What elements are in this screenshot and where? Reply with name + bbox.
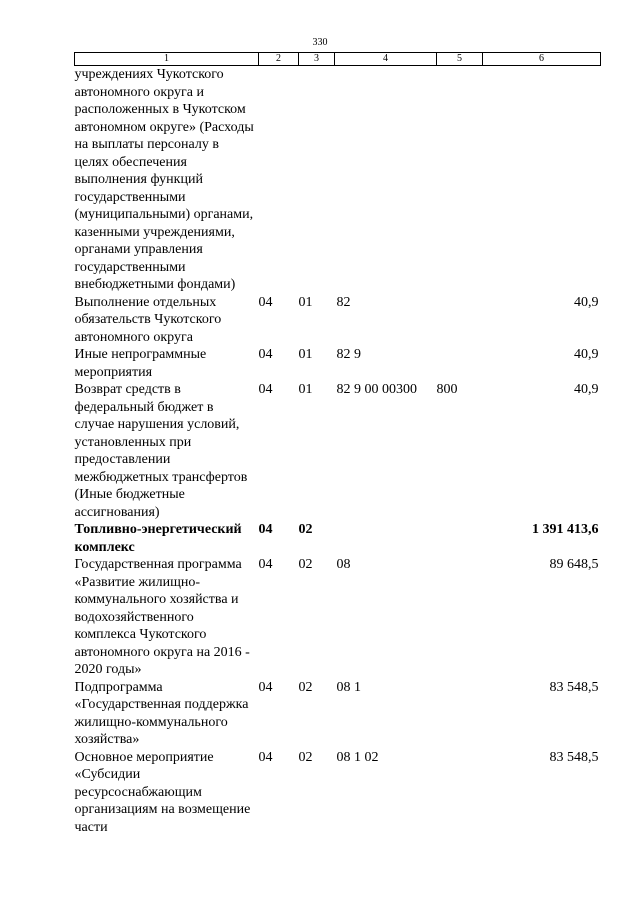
row-expense-type — [437, 556, 483, 679]
row-name: Выполнение отдельных обязательств Чукотского автономного округа — [74, 294, 222, 345]
row-section: 04 — [258, 749, 273, 765]
table-header — [75, 53, 601, 66]
row-amount: 83 548,5 — [549, 749, 599, 765]
table-row — [75, 749, 601, 837]
row-subsection: 01 — [298, 382, 313, 397]
page-number: 330 — [312, 37, 328, 48]
row-section: 04 — [258, 382, 273, 397]
row-section: 04 — [258, 347, 273, 362]
row-expense-type — [437, 521, 483, 556]
budget-table — [74, 52, 601, 836]
table-body — [75, 66, 601, 837]
row-subsection — [299, 66, 335, 294]
row-expense-type — [437, 346, 483, 381]
row-expense-type: 800 — [436, 382, 458, 397]
row-expense-type — [437, 294, 483, 347]
row-target-article: 82 9 — [336, 347, 361, 362]
header-row — [75, 53, 601, 66]
table-row — [75, 66, 601, 294]
row-amount — [483, 66, 601, 294]
row-amount: 89 648,5 — [549, 557, 599, 572]
table-row — [75, 381, 601, 521]
row-amount: 83 548,5 — [549, 679, 599, 695]
header-col-5: 5 — [437, 53, 483, 66]
row-section: 04 — [258, 557, 273, 572]
table-row-section-total — [75, 521, 601, 556]
row-name: учреждениях Чукотского автономного округа и расположенных в Чукотском автономном округе» (Расходы на выплаты персоналу в целях обеспечения выполнения функций государственными (муниципальными) органами, казенными учреждениями, органами управления государственными внебюджетными фондами) — [74, 67, 254, 292]
row-subsection: 02 — [298, 679, 313, 695]
header-col-3: 3 — [299, 53, 335, 66]
row-target-article: 08 1 — [336, 679, 361, 695]
row-target-article: 08 — [336, 557, 351, 572]
row-name: Иные непрограммные мероприятия — [74, 347, 207, 380]
row-expense-type — [437, 749, 483, 837]
row-target-article: 08 1 02 — [336, 749, 379, 765]
row-subsection: 01 — [298, 294, 313, 310]
row-section: 04 — [258, 679, 273, 695]
table-row — [75, 556, 601, 679]
row-target-article: 82 9 00 00300 — [336, 382, 417, 397]
row-name: Топливно-энергетический комплекс — [74, 522, 242, 555]
row-name: Возврат средств в федеральный бюджет в случае нарушения условий, установленных при предоставлении межбюджетных трансфертов (Иные бюджетные ассигнования) — [74, 382, 248, 520]
row-amount: 40,9 — [574, 294, 599, 310]
row-section — [259, 66, 299, 294]
header-col-4: 4 — [335, 53, 437, 66]
header-col-6: 6 — [483, 53, 601, 66]
table-row — [75, 679, 601, 749]
row-subsection: 02 — [298, 522, 313, 537]
table-row — [75, 294, 601, 347]
row-target-article — [335, 66, 437, 294]
row-section: 04 — [258, 294, 273, 310]
row-name: Государственная программа «Развитие жилищно-коммунального хозяйства и водохозяйственного комплекса Чукотского автономного округа на 2016 - 2020 годы» — [74, 557, 250, 677]
row-amount: 40,9 — [574, 347, 599, 362]
row-target-article — [335, 521, 437, 556]
row-amount: 40,9 — [574, 382, 599, 397]
row-expense-type — [437, 679, 483, 749]
header-col-1: 1 — [75, 53, 259, 66]
row-subsection: 02 — [298, 749, 313, 765]
row-subsection: 02 — [298, 557, 313, 572]
row-amount: 1 391 413,6 — [532, 522, 599, 537]
header-col-2: 2 — [259, 53, 299, 66]
row-subsection: 01 — [298, 347, 313, 362]
row-name: Основное мероприятие «Субсидии ресурсоснабжающим организациям на возмещение части — [74, 749, 251, 835]
row-target-article: 82 — [336, 294, 351, 310]
row-expense-type — [437, 66, 483, 294]
row-section: 04 — [258, 522, 273, 537]
table-row — [75, 346, 601, 381]
row-name: Подпрограмма «Государственная поддержка жилищно-коммунального хозяйства» — [74, 679, 249, 747]
